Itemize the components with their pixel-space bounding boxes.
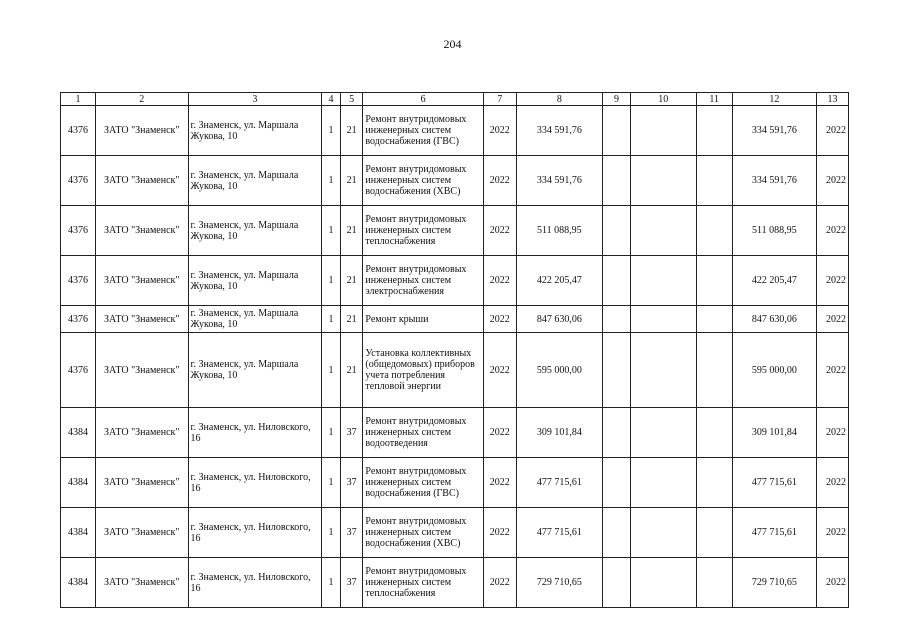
municipality-cell: ЗАТО "Знаменск" (95, 206, 188, 256)
col-9-cell (603, 333, 631, 408)
total-cost-cell: 729 710,65 (732, 558, 816, 608)
work-type-cell: Ремонт внутридомовых инженерных систем водоснабжения (ХВС) (363, 156, 483, 206)
col-13-header: 13 (817, 93, 849, 106)
col-4-cell: 1 (322, 306, 341, 333)
col-11-cell (696, 256, 732, 306)
col-5-cell: 21 (340, 206, 363, 256)
address-cell: г. Знаменск, ул. Маршала Жукова, 10 (188, 333, 322, 408)
total-cost-cell: 477 715,61 (732, 458, 816, 508)
house-id-cell: 4384 (61, 508, 96, 558)
col-5-cell: 21 (340, 256, 363, 306)
total-cost-cell: 422 205,47 (732, 256, 816, 306)
col-9-cell (603, 408, 631, 458)
house-id-cell: 4376 (61, 206, 96, 256)
year-cell: 2022 (483, 408, 516, 458)
house-id-cell: 4376 (61, 106, 96, 156)
col-9-cell (603, 156, 631, 206)
work-type-cell: Ремонт внутридомовых инженерных систем водоснабжения (ХВС) (363, 508, 483, 558)
address-cell: г. Знаменск, ул. Ниловского, 16 (188, 508, 322, 558)
work-type-cell: Ремонт внутридомовых инженерных систем теплоснабжения (363, 206, 483, 256)
table-row (61, 106, 849, 156)
col-11-cell (696, 508, 732, 558)
table-row (61, 206, 849, 256)
work-type-cell: Ремонт внутридомовых инженерных систем теплоснабжения (363, 558, 483, 608)
col-4-header: 4 (322, 93, 341, 106)
address-cell: г. Знаменск, ул. Ниловского, 16 (188, 458, 322, 508)
house-id-cell: 4376 (61, 306, 96, 333)
address-cell: г. Знаменск, ул. Маршала Жукова, 10 (188, 206, 322, 256)
cost-cell: 334 591,76 (516, 156, 602, 206)
col-10-cell (630, 156, 696, 206)
house-id-cell: 4376 (61, 333, 96, 408)
col-5-cell: 37 (340, 458, 363, 508)
table-row (61, 333, 849, 408)
table-row (61, 458, 849, 508)
completion-year-cell: 2022 (817, 508, 849, 558)
completion-year-cell: 2022 (817, 306, 849, 333)
col-5-cell: 21 (340, 106, 363, 156)
col-2-header: 2 (95, 93, 188, 106)
col-10-cell (630, 306, 696, 333)
address-cell: г. Знаменск, ул. Ниловского, 16 (188, 558, 322, 608)
cost-cell: 595 000,00 (516, 333, 602, 408)
col-9-cell (603, 458, 631, 508)
municipality-cell: ЗАТО "Знаменск" (95, 333, 188, 408)
col-5-header: 5 (340, 93, 363, 106)
table-row (61, 256, 849, 306)
work-type-cell: Ремонт крыши (363, 306, 483, 333)
total-cost-cell: 334 591,76 (732, 156, 816, 206)
col-3-header: 3 (188, 93, 322, 106)
house-id-cell: 4376 (61, 156, 96, 206)
col-4-cell: 1 (322, 256, 341, 306)
col-4-cell: 1 (322, 508, 341, 558)
col-10-cell (630, 106, 696, 156)
completion-year-cell: 2022 (817, 156, 849, 206)
table-row (61, 558, 849, 608)
year-cell: 2022 (483, 306, 516, 333)
year-cell: 2022 (483, 106, 516, 156)
address-cell: г. Знаменск, ул. Маршала Жукова, 10 (188, 256, 322, 306)
completion-year-cell: 2022 (817, 558, 849, 608)
col-4-cell: 1 (322, 558, 341, 608)
table-row (61, 508, 849, 558)
municipality-cell: ЗАТО "Знаменск" (95, 558, 188, 608)
work-type-cell: Ремонт внутридомовых инженерных систем водоснабжения (ГВС) (363, 106, 483, 156)
col-4-cell: 1 (322, 458, 341, 508)
address-cell: г. Знаменск, ул. Маршала Жукова, 10 (188, 156, 322, 206)
municipality-cell: ЗАТО "Знаменск" (95, 156, 188, 206)
col-5-cell: 37 (340, 558, 363, 608)
completion-year-cell: 2022 (817, 206, 849, 256)
col-9-cell (603, 106, 631, 156)
cost-cell: 422 205,47 (516, 256, 602, 306)
col-5-cell: 21 (340, 156, 363, 206)
work-type-cell: Ремонт внутридомовых инженерных систем электроснабжения (363, 256, 483, 306)
total-cost-cell: 477 715,61 (732, 508, 816, 558)
col-4-cell: 1 (322, 333, 341, 408)
col-11-cell (696, 206, 732, 256)
col-7-header: 7 (483, 93, 516, 106)
completion-year-cell: 2022 (817, 408, 849, 458)
table-row (61, 156, 849, 206)
cost-cell: 511 088,95 (516, 206, 602, 256)
municipality-cell: ЗАТО "Знаменск" (95, 508, 188, 558)
col-5-cell: 21 (340, 306, 363, 333)
col-10-cell (630, 408, 696, 458)
col-9-cell (603, 206, 631, 256)
total-cost-cell: 334 591,76 (732, 106, 816, 156)
table-row (61, 408, 849, 458)
col-10-cell (630, 206, 696, 256)
col-10-cell (630, 558, 696, 608)
completion-year-cell: 2022 (817, 256, 849, 306)
total-cost-cell: 511 088,95 (732, 206, 816, 256)
cost-cell: 847 630,06 (516, 306, 602, 333)
page-number: 204 (443, 37, 462, 51)
col-1-header: 1 (61, 93, 96, 106)
col-4-cell: 1 (322, 206, 341, 256)
cost-cell: 334 591,76 (516, 106, 602, 156)
work-type-cell: Ремонт внутридомовых инженерных систем водоснабжения (ГВС) (363, 458, 483, 508)
year-cell: 2022 (483, 508, 516, 558)
municipality-cell: ЗАТО "Знаменск" (95, 408, 188, 458)
col-6-header: 6 (363, 93, 483, 106)
col-9-cell (603, 558, 631, 608)
house-id-cell: 4384 (61, 408, 96, 458)
col-10-cell (630, 333, 696, 408)
municipality-cell: ЗАТО "Знаменск" (95, 256, 188, 306)
col-5-cell: 37 (340, 508, 363, 558)
cost-cell: 729 710,65 (516, 558, 602, 608)
address-cell: г. Знаменск, ул. Ниловского, 16 (188, 408, 322, 458)
total-cost-cell: 595 000,00 (732, 333, 816, 408)
year-cell: 2022 (483, 558, 516, 608)
completion-year-cell: 2022 (817, 458, 849, 508)
table-row (61, 306, 849, 333)
year-cell: 2022 (483, 156, 516, 206)
column-number-row (61, 93, 849, 106)
col-9-cell (603, 256, 631, 306)
col-9-cell (603, 306, 631, 333)
col-4-cell: 1 (322, 408, 341, 458)
col-8-header: 8 (516, 93, 602, 106)
col-11-cell (696, 408, 732, 458)
work-type-cell: Ремонт внутридомовых инженерных систем водоотведения (363, 408, 483, 458)
year-cell: 2022 (483, 333, 516, 408)
col-11-cell (696, 156, 732, 206)
year-cell: 2022 (483, 458, 516, 508)
completion-year-cell: 2022 (817, 106, 849, 156)
municipality-cell: ЗАТО "Знаменск" (95, 458, 188, 508)
work-type-cell: Установка коллективных (общедомовых) приборов учета потребления тепловой энергии (363, 333, 483, 408)
cost-cell: 477 715,61 (516, 458, 602, 508)
col-9-header: 9 (603, 93, 631, 106)
house-id-cell: 4384 (61, 458, 96, 508)
cost-cell: 309 101,84 (516, 408, 602, 458)
col-11-cell (696, 333, 732, 408)
col-4-cell: 1 (322, 156, 341, 206)
col-10-header: 10 (630, 93, 696, 106)
house-id-cell: 4384 (61, 558, 96, 608)
col-11-cell (696, 458, 732, 508)
year-cell: 2022 (483, 206, 516, 256)
col-12-header: 12 (732, 93, 816, 106)
address-cell: г. Знаменск, ул. Маршала Жукова, 10 (188, 106, 322, 156)
total-cost-cell: 309 101,84 (732, 408, 816, 458)
year-cell: 2022 (483, 256, 516, 306)
col-10-cell (630, 508, 696, 558)
col-11-cell (696, 558, 732, 608)
col-5-cell: 37 (340, 408, 363, 458)
col-11-cell (696, 106, 732, 156)
completion-year-cell: 2022 (817, 333, 849, 408)
col-11-header: 11 (696, 93, 732, 106)
col-11-cell (696, 306, 732, 333)
col-5-cell: 21 (340, 333, 363, 408)
capital-repair-table (60, 92, 849, 608)
municipality-cell: ЗАТО "Знаменск" (95, 106, 188, 156)
col-10-cell (630, 256, 696, 306)
cost-cell: 477 715,61 (516, 508, 602, 558)
total-cost-cell: 847 630,06 (732, 306, 816, 333)
col-10-cell (630, 458, 696, 508)
municipality-cell: ЗАТО "Знаменск" (95, 306, 188, 333)
col-9-cell (603, 508, 631, 558)
house-id-cell: 4376 (61, 256, 96, 306)
col-4-cell: 1 (322, 106, 341, 156)
address-cell: г. Знаменск, ул. Маршала Жукова, 10 (188, 306, 322, 333)
